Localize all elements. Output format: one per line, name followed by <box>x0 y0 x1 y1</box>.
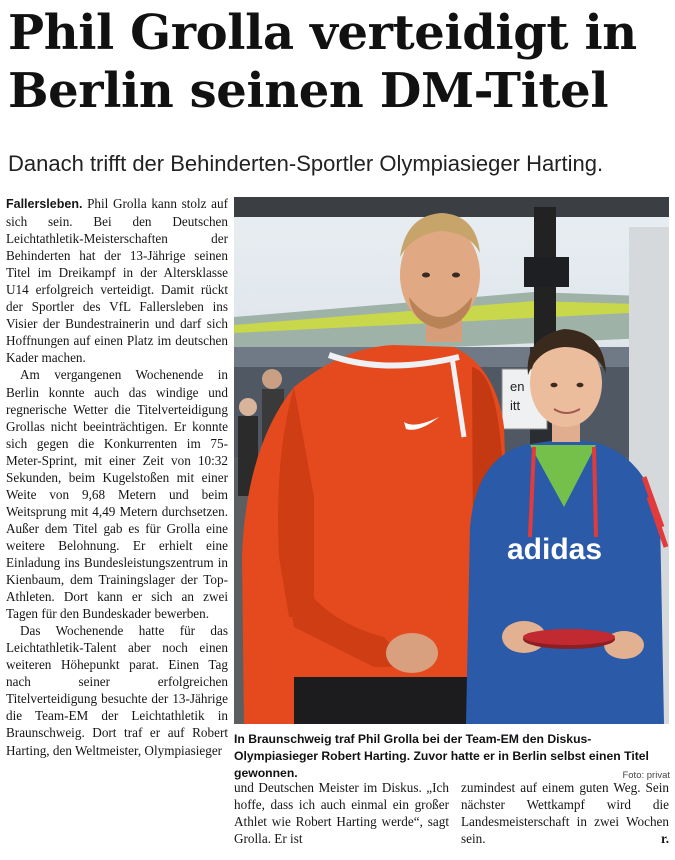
column-3-body: zumindest auf einem guten Weg. Sein nächster Wettkampf wird die Landesmeisterschaft in zwei Wochen sein. <box>461 780 669 847</box>
photo-credit: Foto: privat <box>622 770 670 781</box>
column-2-text: und Deutschen Meister im Diskus. „Ich hoffe, dass ich auch einmal ein großer Athlet wie Robert Harting werde“, sagt Grolla. Er ist <box>234 780 449 847</box>
paragraph-2: Am vergangenen Wochenende in Berlin konnte auch das windige und regnerische Wetter die Titelverteidigung Grollas nicht beeinträchtigen. Er konnte sich gegen die Konkurrenten im 75-Meter-Sprint, mit einer Zeit von 10:32 Sekunden, beim Kugelstoßen mit einer Weite von 9,68 Metern und beim Weitsprung mit 4,49 Metern durchsetzen. Außer dem Titel gab es für Grolla eine weitere Belohnung. Er erhielt eine Einladung ins Bundesleistungszentrum in Kienbaum, dem Trainingslager der Top-Athleten. Dort kann er sich an zwei Tagen für den Bundeskader bewerben. <box>6 367 228 622</box>
column-3-text <box>461 779 669 847</box>
headline: Phil Grolla verteidigt in Berlin seinen DM-Titel <box>8 5 637 119</box>
article-column-2 <box>234 779 449 859</box>
shirt-logo-text: adidas <box>507 533 603 566</box>
photo-caption <box>234 731 670 784</box>
sign-text-2: itt <box>510 398 521 413</box>
article-column-3 <box>461 779 669 859</box>
subheadline: Danach trifft der Behinderten-Sportler Olympiasieger Harting. <box>8 151 604 176</box>
caption-text: In Braunschweig traf Phil Grolla bei der Team-EM den Diskus-Olympiasieger Robert Harting. Zuvor hatte er in Berlin selbst einen Titel gewonnen. <box>234 732 649 780</box>
paragraph-3: Das Wochenende hatte für das Leichtathletik-Talent aber noch einen weiteren Höhepunkt parat. Einen Tag nach seiner erfolgreichen Titelverteidigung besuchte der 13-Jährige die Team-EM der Leichtathletik in Braunschweig. Dort traf er auf Robert Harting, den Weltmeister, Olympiasieger <box>6 623 228 758</box>
author-mark: r. <box>661 831 669 847</box>
paragraph-1 <box>6 195 228 366</box>
article-column-1 <box>6 195 228 855</box>
dateline: Fallersleben. <box>6 197 83 211</box>
paragraph-1-text: Phil Grolla kann stolz auf sich sein. Bei den Deutschen Leichtathletik-Meisterschaften der Behinderten hat der 13-Jährige seinen Titel im Dreikampf in der Altersklasse U14 erfolgreich verteidigt. Damit rückt der Sportler des VfL Fallersleben ins Visier der Bundestrainerin und darf sich Hoffnungen auf einen Platz im deutschen Kader machen. <box>6 196 229 366</box>
sign-text-1: en <box>510 379 525 394</box>
article-photo <box>234 197 669 724</box>
